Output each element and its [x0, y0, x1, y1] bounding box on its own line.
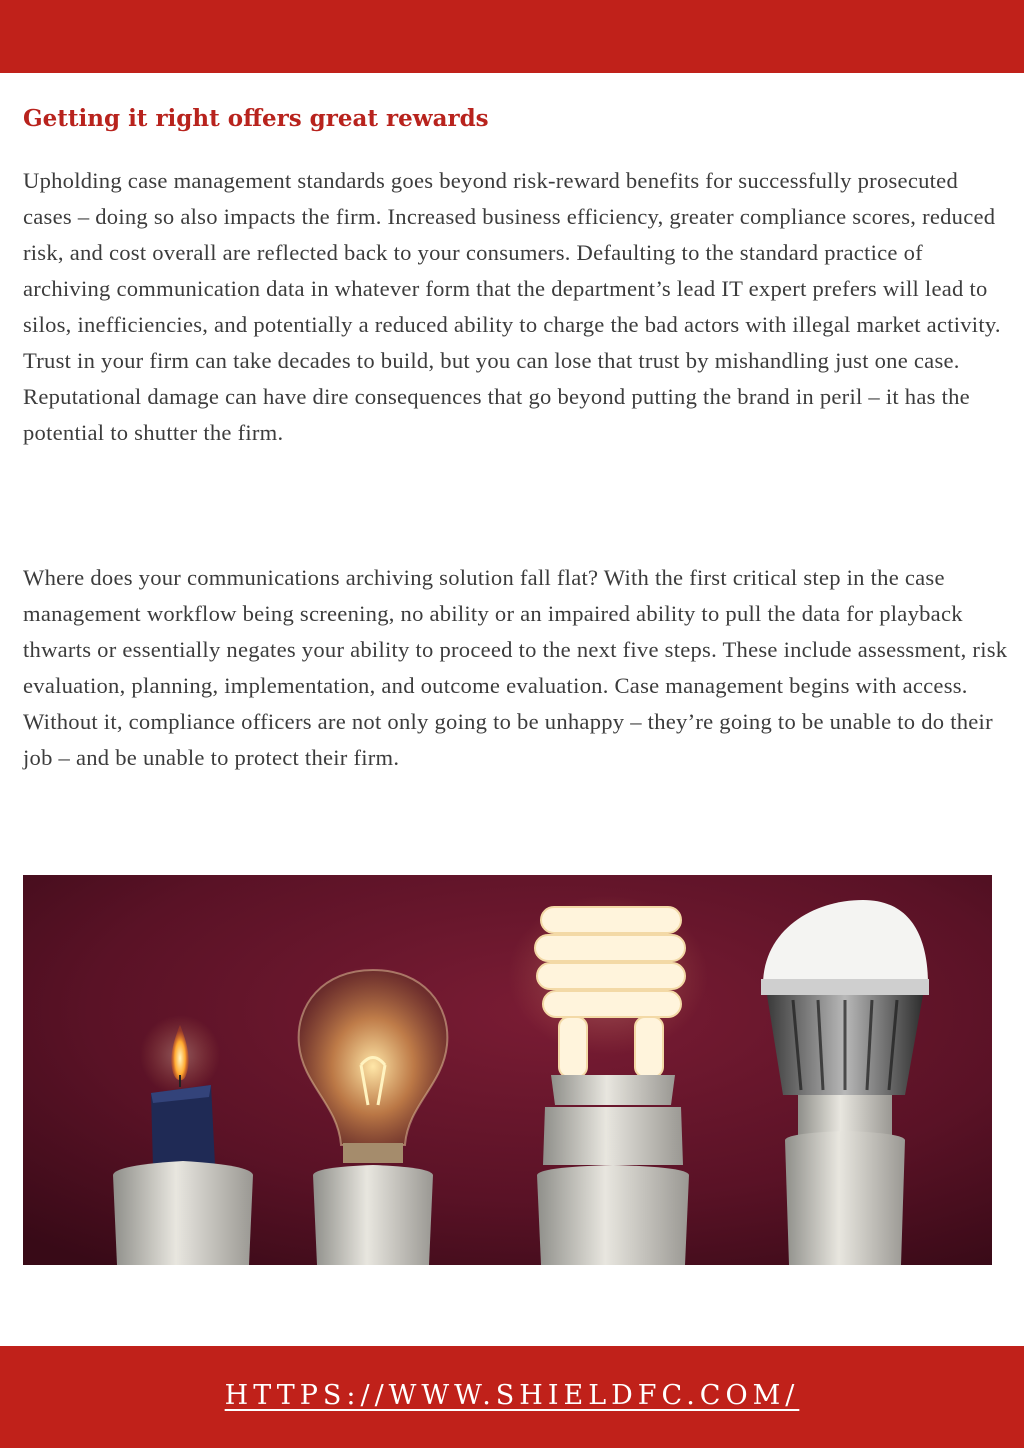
section-heading: Getting it right offers great rewards — [23, 105, 489, 132]
website-link[interactable]: HTTPS://WWW.SHIELDFC.COM/ — [224, 1380, 800, 1411]
top-header-band — [0, 0, 1024, 73]
body-paragraph-2: Where does your communications archiving solution fall flat? With the first critical step in the case management workflow being screening, no ability or an impaired ability to pull the data for playback thwarts or essentially negates your ability to proceed to the next five steps. These include assessment, risk evaluation, planning, implementation, and outcome evaluation. Case management begins with access. Without it, compliance officers are not only going to be unhappy – they’re going to be unable to do their job – and be unable to protect their firm. — [23, 565, 1008, 770]
light-bulbs-photo — [23, 875, 992, 1265]
body-paragraph-1: Upholding case management standards goes beyond risk-reward benefits for successfully prosecuted cases – doing so also impacts the firm. Increased business efficiency, greater compliance scores, reduced risk, and cost overall are reflected back to your consumers. Defaulting to the standard practice of archiving communication data in whatever form that the department’s lead IT expert prefers will lead to silos, inefficiencies, and potentially a reduced ability to charge the bad actors with illegal market activity. Trust in your firm can take decades to build, but you can lose that trust by mishandling just one case. Reputational damage can have dire consequences that go beyond putting the brand in peril – it has the potential to shutter the firm. — [23, 168, 1001, 445]
